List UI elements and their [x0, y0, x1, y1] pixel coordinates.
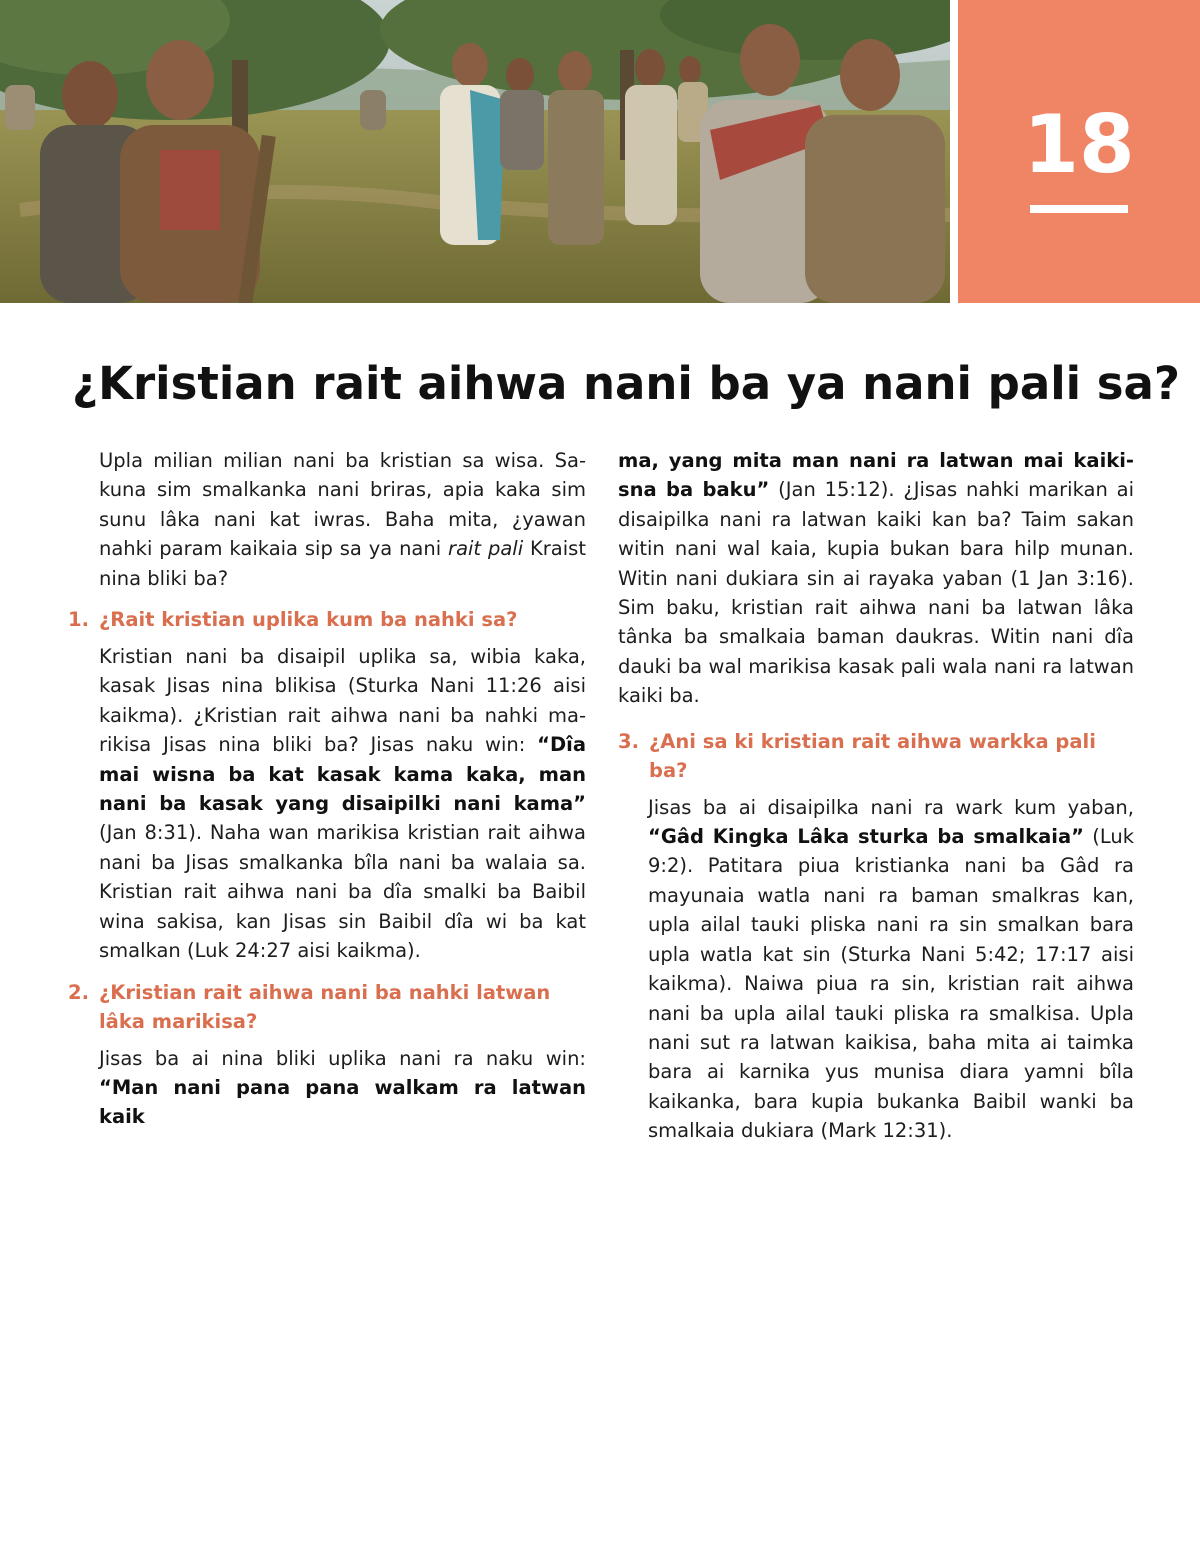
question-text: ¿Kristian rait aihwa nani ba nahki latwan lâka marikisa?: [99, 980, 551, 1033]
answer-text: Jisas ba ai nina bliki uplika nani ra naku win:: [99, 1046, 586, 1070]
question-heading-2: [68, 978, 586, 1036]
intro-text: Upla milian milian nani ba kristian sa wisa. Sakuna sim smalkanka nani briras, apia kaka sim sunu lâka nani kat iwras. Baha mita, ¿yawan nahki param kaikaia sip sa ya nani: [99, 449, 586, 561]
left-column: [68, 446, 586, 1132]
question-heading-1: [68, 605, 586, 634]
answer-text-end: (Luk 9:2). Patitara piua kristianka nani ba Gâd ra mayunaia watla nani ra baman smalkras kan, upla ailal tauki pliska nani ra sin smalkan bara upla watla kat sin (Sturka Nani 5:42; 17:17 aisi kaikma). Naiwa piua ra sin, kristian rait aihwa nani ba upla ailal tauki pliska ra smalkisa. Upla nani sut ra latwan kaikisa, baha mita ai taimka bara ai karnika yus munisa diara yamni bîla kaikanka, bara kupia bukanka Baibil wanki ba smalkaia dukiara (Mark 12:31).: [648, 825, 1134, 1143]
question-text: ¿Rait kristian uplika kum ba nahki sa?: [99, 608, 518, 632]
intro-emphasis: rait pali: [448, 537, 524, 561]
question-number: 3.: [618, 729, 639, 753]
lesson-number: 18: [1023, 98, 1135, 191]
page-title: ¿Kristian rait aihwa nani ba ya nani pali sa?: [72, 357, 1180, 410]
answer-text: Jisas ba ai disaipilka nani ra wark kum yaban,: [648, 795, 1134, 819]
lesson-number-badge: [958, 0, 1200, 303]
question-number: 2.: [68, 980, 89, 1004]
badge-underline: [1030, 205, 1128, 213]
answer-paragraph-3: [618, 793, 1134, 1146]
question-number: 1.: [68, 608, 89, 632]
intro-text-end: Kraist nina bliki ba?: [99, 537, 586, 590]
right-column: [618, 446, 1134, 1146]
scripture-quote: “Dîa mai wisna ba kat kasak kama kaka, man nani ba kasak yang disaipilki nani kama”: [99, 733, 586, 816]
intro-paragraph: [68, 446, 586, 593]
scripture-quote: “Man nani pana pana walkam ra latwan kaik: [99, 1075, 586, 1129]
answer-text-end: (Jan 8:31). Naha wan marikisa kristian rait aihwa nani ba Jisas smalkanka bîla nani ba walaia sa. Kristian rait aihwa nani ba dîa smalki ba Baibil wina sakisa, kan Jisas sin Baibil dîa wi ba kat smalkan (Luk 24:27 aisi kaikma).: [99, 821, 586, 963]
scripture-quote-continued: ma, yang mita man nani ra latwan mai kaikisna ba baku”: [618, 449, 1134, 502]
answer-paragraph-2-start: [68, 1044, 586, 1132]
hero-painting-svg: [0, 0, 950, 303]
answer-text-end: (Jan 15:12). ¿Jisas nahki marikan ai disaipilka nani ra latwan kaiki kan ba? Taim sakan witin nani wal kaia, kupia bukan bara hilp munan. Witin nani dukiara sin ai rayaka yaban (1 Jan 3:16). Sim baku, kristian rait aihwa nani ba latwan lâka tânka ba smalkaia baman daukras. Witin nani dîa dauki ba wal marikisa kasak pali wala nani ra latwan kaiki ba.: [618, 478, 1134, 708]
answer-text: Kristian nani ba disaipil uplika sa, wibia kaka, kasak Jisas nina blikisa (Sturka Nani 11:26 aisi kaikma). ¿Kristian rait aihwa nani ba nahki marikisa Jisas nina bliki ba? Jisas naku win:: [99, 645, 586, 757]
question-heading-3: [618, 727, 1134, 785]
answer-paragraph-2-end: [618, 446, 1134, 711]
scripture-quote: “Gâd Kingka Lâka sturka ba smalkaia”: [648, 825, 1084, 849]
hero-painting: [0, 0, 950, 303]
question-text: ¿Ani sa ki kristian rait aihwa warkka pali ba?: [649, 729, 1096, 782]
answer-paragraph-1: [68, 642, 586, 965]
